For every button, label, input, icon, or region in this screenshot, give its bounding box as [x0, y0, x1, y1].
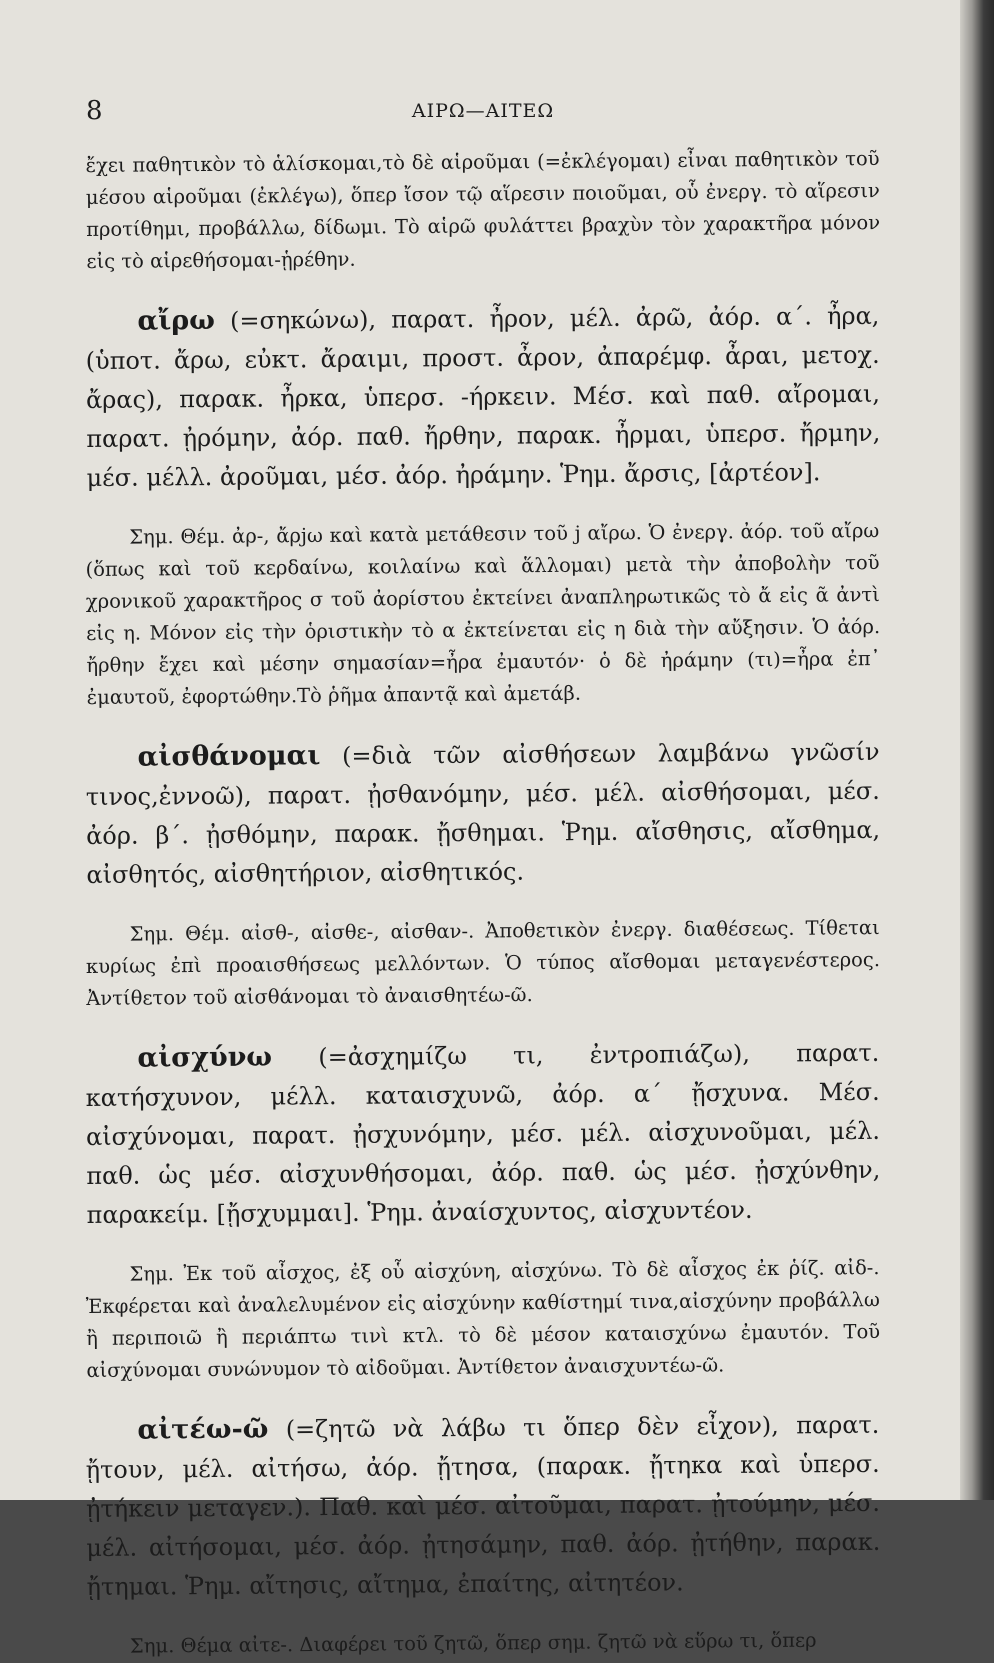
entry-lemma: αἰτέω-ῶ	[137, 1413, 269, 1446]
entry-aisthanomai	[86, 738, 880, 1015]
page-header	[86, 96, 880, 130]
entry-definition: (=ζητῶ νὰ λάβω τι ὅπερ δὲν εἶχον), παρατ. ᾔτουν, μέλ. αἰτήσω, ἀόρ. ᾔτησα, (παρακ. ᾔτηκα καὶ ὑπερσ. ᾐτήκειν μεταγεν.). Παθ. καὶ μέσ. αἰτοῦμαι, παρατ. ᾐτούμην, μέσ. μέλ. αἰτήσομαι, μέσ. ἀόρ. ᾐτησάμην, παθ. ἀόρ. ᾐτήθην, παρακ. ᾔτημαι. Ῥημ. αἴτησις, αἴτημα, ἐπαίτης, αἰτητέον.	[85, 1410, 881, 1601]
note-text: Ἐκ τοῦ αἶσχος, ἐξ οὗ αἰσχύνη, αἰσχύνω. Τὸ δὲ αἶσχος ἐκ ῥίζ. αἰδ-. Ἐκφέρεται καὶ ἀναλελυμένον εἰς αἰσχύνην καθίστημί τινα,αἰσχύνην προβάλλω ἢ περιποιῶ ἢ περιάπτω τινὶ κτλ. τὸ δὲ μέσον καταισχύνω ἐμαυτόν. Τοῦ αἰσχύνομαι συνώνυμον τὸ αἰδοῦμαι. Ἀντίθετον ἀναισχυντέω-ῶ.	[85, 1255, 881, 1382]
entry-airo	[86, 302, 880, 714]
entry-aischyno	[86, 1039, 880, 1387]
note-label: Σημ.	[129, 524, 174, 549]
note-text: Θέμα αἰτε-. Διαφέρει τοῦ ζητῶ, ὅπερ σημ. ζητῶ νὰ εὕρω τι, ὅπερ	[174, 1628, 817, 1657]
entry-definition: (=διὰ τῶν αἰσθήσεων λαμβάνω γνῶσίν τινος,ἐννοῶ), παρατ. ᾐσθανόμην, μέσ. μέλ. αἰσθήσομαι, μέσ. ἀόρ. β΄. ᾐσθόμην, παρακ. ᾔσθημαι. Ῥημ. αἴσθησις, αἴσθημα, αἰσθητός, αἰσθητήριον, αἰσθητικός.	[85, 737, 881, 889]
entry-lemma: αἴρω	[137, 304, 216, 337]
entry-main-text	[85, 731, 880, 894]
entry-aiteo	[86, 1411, 880, 1663]
entry-main-text	[85, 1032, 881, 1234]
intro-note: ἔχει παθητικὸν τὸ ἁλίσκομαι,τὸ δὲ αἱροῦμαι (=ἐκλέγομαι) εἶναι παθητικὸν τοῦ μέσου αἱροῦμαι (ἐκλέγω), ὅπερ ἴσον τῷ αἵρεσιν ποιοῦμαι, οὗ ἐνεργ. τὸ αἵρεσιν προτίθημι, προβάλλω, δίδωμι. Τὸ αἱρῶ φυλάττει βραχὺν τὸν χαρακτῆρα μόνον εἰς τὸ αἱρεθήσομαι-ᾑρέθην.	[85, 146, 881, 273]
entry-main-text	[85, 1404, 881, 1606]
entry-lemma: αἰσθάνομαι	[137, 739, 321, 773]
note-text: Θέμ. αἰσθ-, αἰσθε-, αἰσθαν-. Ἀποθετικὸν ἐνεργ. διαθέσεως. Τίθεται κυρίως ἐπὶ προαισθήσεως μελλόντων. Ὁ τύπος αἴσθομαι μεταγενέστερος. Ἀντίθετον τοῦ αἰσθάνομαι τὸ ἀναισθητέω-ῶ.	[85, 915, 881, 1010]
entry-definition: (=ἀσχημίζω τι, ἐντροπιάζω), παρατ. κατήσχυνον, μέλλ. καταισχυνῶ, ἀόρ. α΄ ᾔσχυνα. Μέσ. αἰσχύνομαι, παρατ. ᾐσχυνόμην, μέσ. μέλ. αἰσχυνοῦμαι, μέλ. παθ. ὡς μέσ. αἰσχυνθήσομαι, ἀόρ. παθ. ὡς μέσ. ᾐσχύνθην, παρακείμ. [ᾔσχυμμαι]. Ῥημ. ἀναίσχυντος, αἰσχυντέον.	[85, 1038, 881, 1229]
entry-note	[85, 515, 881, 714]
note-label: Σημ.	[129, 1261, 175, 1286]
entry-note	[85, 1252, 880, 1387]
entry-note	[86, 912, 881, 1015]
note-label: Σημ.	[129, 921, 175, 946]
page-number: 8	[86, 96, 103, 126]
entry-note	[86, 1624, 880, 1663]
entry-definition: (=σηκώνω), παρατ. ἦρον, μέλ. ἀρῶ, ἀόρ. α΄. ἦρα, (ὑποτ. ἄρω, εὐκτ. ἄραιμι, προστ. ἆρον, ἀπαρέμφ. ἆραι, μετοχ. ἄρας), παρακ. ἦρκα, ὑπερσ. -ήρκειν. Μέσ. καὶ παθ. αἴρομαι, παρατ. ᾐρόμην, ἀόρ. παθ. ἤρθην, παρακ. ἦρμαι, ὑπερσ. ἤρμην, μέσ. μέλλ. ἀροῦμαι, μέσ. ἀόρ. ἠράμην. Ῥημ. ἄρσις, [ἀρτέον].	[85, 301, 881, 492]
running-head: ΑΙΡΩ—ΑΙΤΕΩ	[411, 100, 555, 122]
entry-main-text	[85, 295, 881, 497]
note-label: Σημ.	[129, 1633, 175, 1658]
book-spine-shadow	[960, 0, 994, 1500]
entry-lemma: αἰσχύνω	[137, 1041, 273, 1074]
note-text: Θέμ. ἀρ-, ἄρjω καὶ κατὰ μετάθεσιν τοῦ j αἴρω. Ὁ ἐνεργ. ἀόρ. τοῦ αἴρω (ὅπως καὶ τοῦ κερδαίνω, κοιλαίνω καὶ ἅλλομαι) μετὰ τὴν ἀποβολὴν τοῦ χρονικοῦ χαρακτῆρος σ τοῦ ἀορίστου ἐκτείνει ἀναπληρωτικῶς τὸ ἄ εἰς ᾶ ἀντὶ εἰς η. Μόνον εἰς τὴν ὁριστικὴν τὸ α ἐκτείνεται εἰς η διὰ τὴν αὔξησιν. Ὁ ἀόρ. ἤρθην ἔχει καὶ μέσην σημασίαν=ἦρα ἐμαυτόν· ὁ δὲ ἠράμην (τι)=ἦρα ἐπ᾽ ἐμαυτοῦ, ἐφορτώθην.Τὸ ῥῆμα ἀπαντᾷ καὶ ἀμετάβ.	[85, 518, 881, 709]
